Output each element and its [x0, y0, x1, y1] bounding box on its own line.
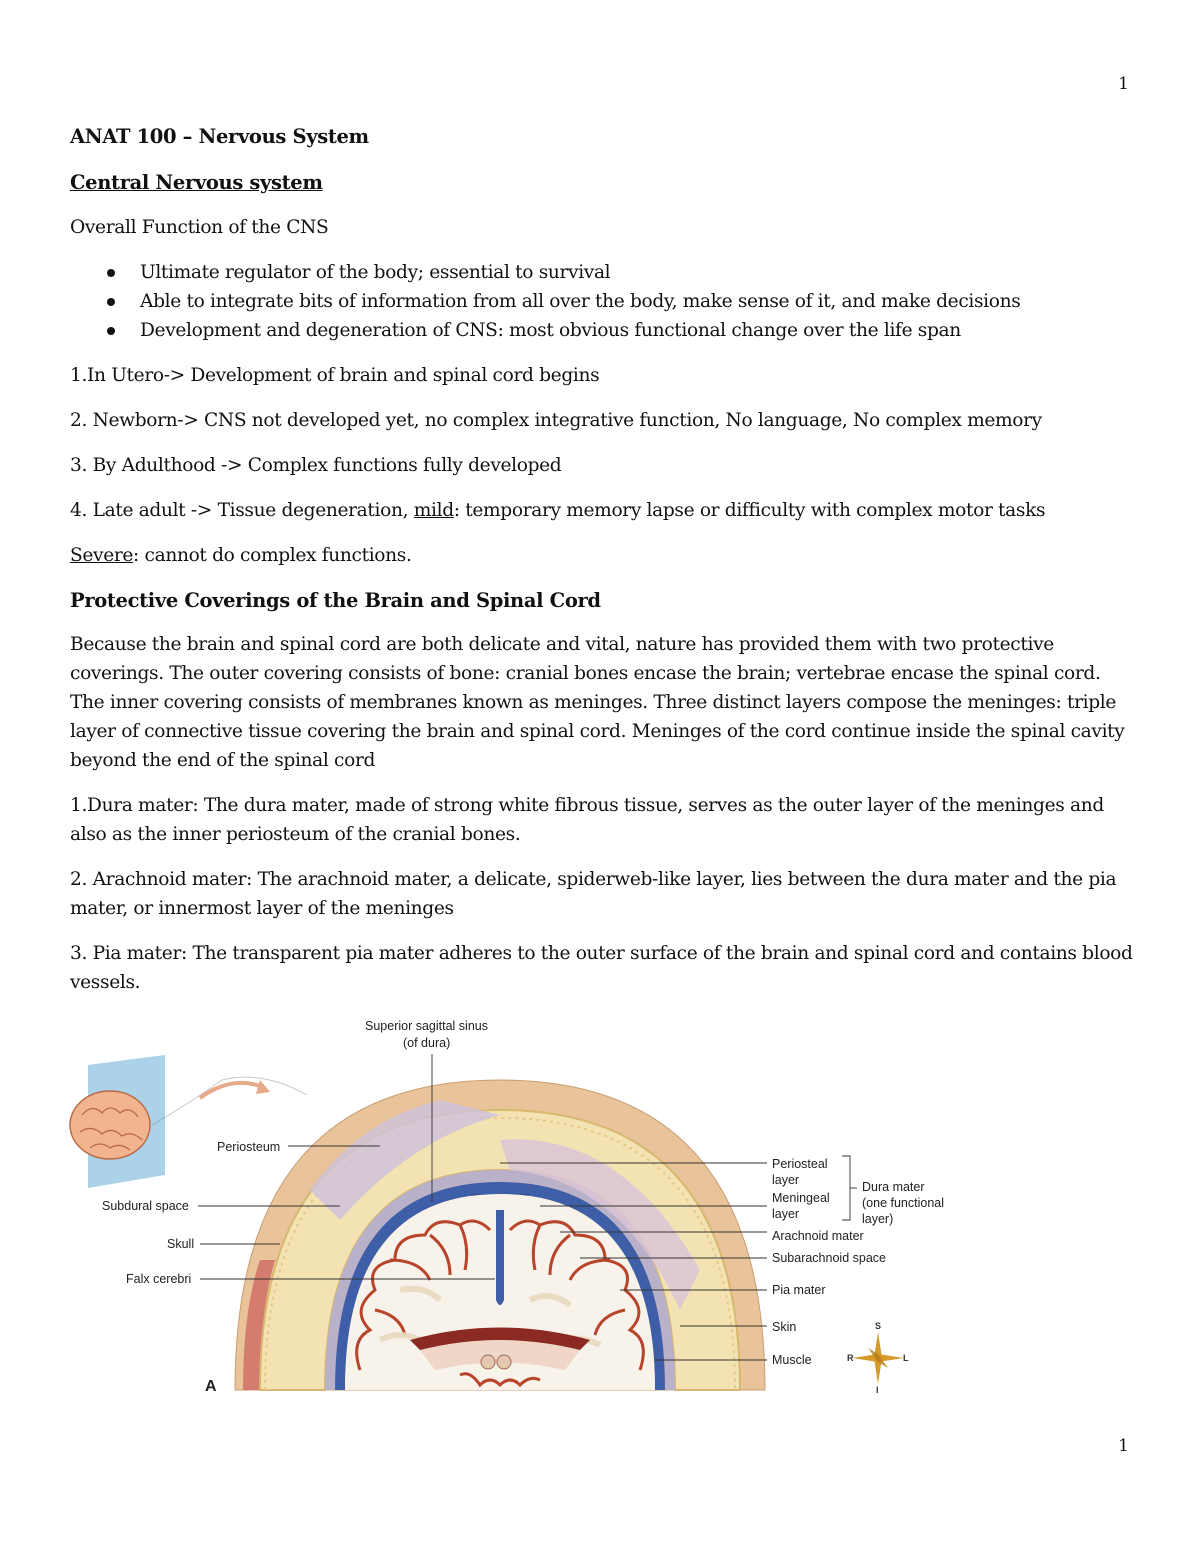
subheading-overall-function: Overall Function of the CNS	[70, 217, 329, 238]
stage-late-adult-suffix: : temporary memory lapse or difficulty with complex motor tasks	[453, 500, 1046, 521]
stage-newborn: 2. Newborn-> CNS not developed yet, no complex integrative function, No language, No complex memory	[70, 410, 1042, 431]
pia-mater-description: 3. Pia mater: The transparent pia mater adheres to the outer surface of the brain and spinal cord and contains blood vessels.	[70, 943, 1133, 993]
compass-label-r: R	[847, 1353, 854, 1363]
label-superior-sagittal-sinus: Superior sagittal sinus	[365, 1019, 488, 1033]
label-dura-mater-group: Dura mater (one functional layer)	[862, 1180, 945, 1226]
label-subdural-space: Subdural space	[102, 1199, 189, 1213]
label-falx-cerebri: Falx cerebri	[126, 1272, 192, 1286]
stage-adulthood: 3. By Adulthood -> Complex functions fully developed	[70, 455, 562, 476]
label-pia-mater: Pia mater	[772, 1283, 826, 1297]
compass-icon	[852, 1332, 904, 1384]
section-heading-cns: Central Nervous system	[70, 171, 323, 194]
stage-late-adult-prefix: 4. Late adult -> Tissue degeneration,	[70, 500, 414, 521]
panel-label-a: A	[205, 1378, 217, 1395]
label-periosteum: Periosteum	[217, 1140, 281, 1154]
stage-in-utero: 1.In Utero-> Development of brain and spinal cord begins	[70, 365, 600, 386]
list-item: Development and degeneration of CNS: most obvious functional change over the life span	[140, 316, 1135, 345]
document-body	[70, 122, 1135, 1013]
list-item: Able to integrate bits of information from all over the body, make sense of it, and make decisions	[140, 287, 1135, 316]
label-meningeal-layer: Meningeal layer	[772, 1191, 830, 1221]
label-muscle: Muscle	[772, 1353, 812, 1367]
document-title: ANAT 100 – Nervous System	[70, 125, 369, 148]
protective-coverings-intro: Because the brain and spinal cord are both delicate and vital, nature has provided them with two protective coverings. The outer covering consists of bone: cranial bones encase the brain; vertebrae encase the spinal cord. The inner covering consists of membranes known as meninges. Three distinct layers compose the meninges: triple layer of connective tissue covering the brain and spinal cord. Meninges of the cord continue inside the spinal cavity beyond the end of the spinal cord	[70, 634, 1125, 771]
label-periosteal-layer: Periosteal layer	[772, 1157, 828, 1187]
severe-text: : cannot do complex functions.	[133, 545, 412, 566]
compass-label-s: S	[875, 1321, 882, 1331]
stage-late-adult	[70, 496, 1135, 525]
brain-inset-icon	[70, 1055, 307, 1188]
label-skin: Skin	[772, 1320, 797, 1334]
meninges-figure	[60, 1010, 990, 1410]
mild-term: mild	[413, 500, 454, 521]
label-skull: Skull	[167, 1237, 195, 1251]
label-of-dura: (of dura)	[403, 1036, 451, 1050]
compass-label-i: I	[876, 1385, 879, 1395]
dura-mater-description: 1.Dura mater: The dura mater, made of strong white fibrous tissue, serves as the outer layer of the meninges and also as the inner periosteum of the cranial bones.	[70, 795, 1104, 845]
section-heading-protective-coverings: Protective Coverings of the Brain and Spinal Cord	[70, 589, 601, 612]
function-bullet-list	[70, 258, 1135, 345]
compass-label-l: L	[903, 1353, 909, 1363]
label-subarachnoid-space: Subarachnoid space	[772, 1251, 886, 1265]
label-arachnoid-mater: Arachnoid mater	[772, 1229, 864, 1243]
page-number-top: 1	[1118, 74, 1129, 94]
list-item: Ultimate regulator of the body; essential to survival	[140, 258, 1135, 287]
severe-note	[70, 541, 1135, 570]
severe-term: Severe	[70, 545, 134, 566]
arachnoid-mater-description: 2. Arachnoid mater: The arachnoid mater, a delicate, spiderweb-like layer, lies between the dura mater and the pia mater, or innermost layer of the meninges	[70, 869, 1117, 919]
meninges-illustration	[60, 1010, 990, 1410]
page-number-bottom: 1	[1118, 1436, 1129, 1456]
